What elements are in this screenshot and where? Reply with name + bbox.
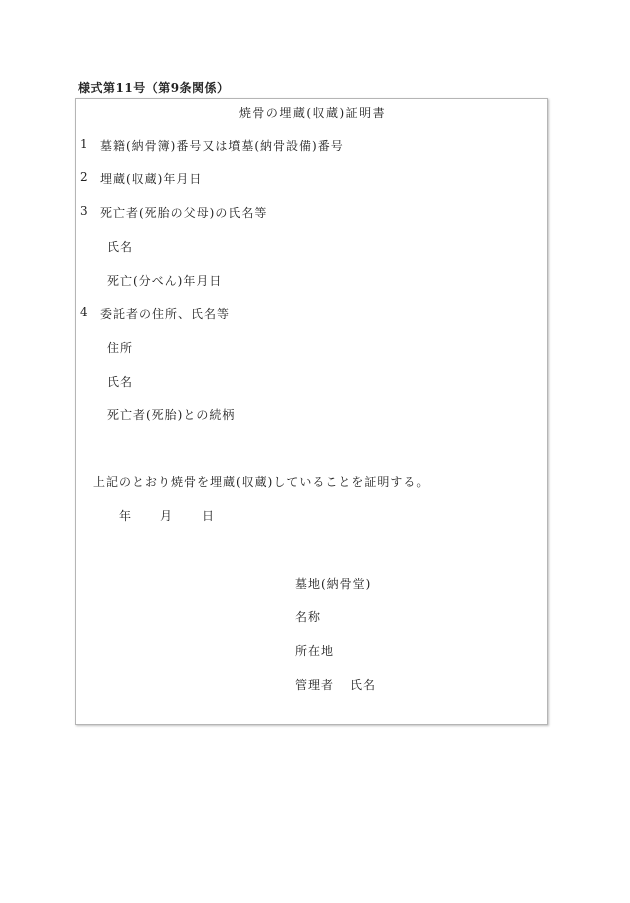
cemetery-manager-label: 管理者 xyxy=(295,678,335,692)
item-1-number: 1 xyxy=(80,137,89,151)
cemetery-heading: 墓地(納骨堂) xyxy=(295,577,372,591)
date-day-label: 日 xyxy=(202,509,216,523)
consignor-relation-label: 死亡者(死胎)との続柄 xyxy=(107,408,236,422)
date-year-label: 年 xyxy=(119,509,133,523)
item-4-number: 4 xyxy=(80,305,89,319)
item-1-label: 墓籍(納骨簿)番号又は墳墓(納骨設備)番号 xyxy=(100,139,344,153)
certification-statement: 上記のとおり焼骨を埋蔵(収蔵)していることを証明する。 xyxy=(93,475,430,489)
consignor-address-label: 住所 xyxy=(107,341,134,355)
certificate-title: 焼骨の埋蔵(収蔵)証明書 xyxy=(238,106,387,120)
cemetery-name-label: 名称 xyxy=(295,610,322,624)
item-2-number: 2 xyxy=(80,170,89,184)
cemetery-manager-name-label: 氏名 xyxy=(350,678,377,692)
certificate-frame xyxy=(75,98,548,725)
deceased-name-label: 氏名 xyxy=(107,240,134,254)
date-month-label: 月 xyxy=(160,509,174,523)
item-4-label: 委託者の住所、氏名等 xyxy=(100,307,231,321)
cemetery-location-label: 所在地 xyxy=(295,644,335,658)
item-3-number: 3 xyxy=(80,204,89,218)
form-number-label: 様式第11号（第9条関係） xyxy=(78,81,230,95)
deceased-death-date-label: 死亡(分べん)年月日 xyxy=(107,274,223,288)
item-2-label: 埋蔵(収蔵)年月日 xyxy=(100,172,203,186)
item-3-label: 死亡者(死胎の父母)の氏名等 xyxy=(100,206,268,220)
consignor-name-label: 氏名 xyxy=(107,375,134,389)
